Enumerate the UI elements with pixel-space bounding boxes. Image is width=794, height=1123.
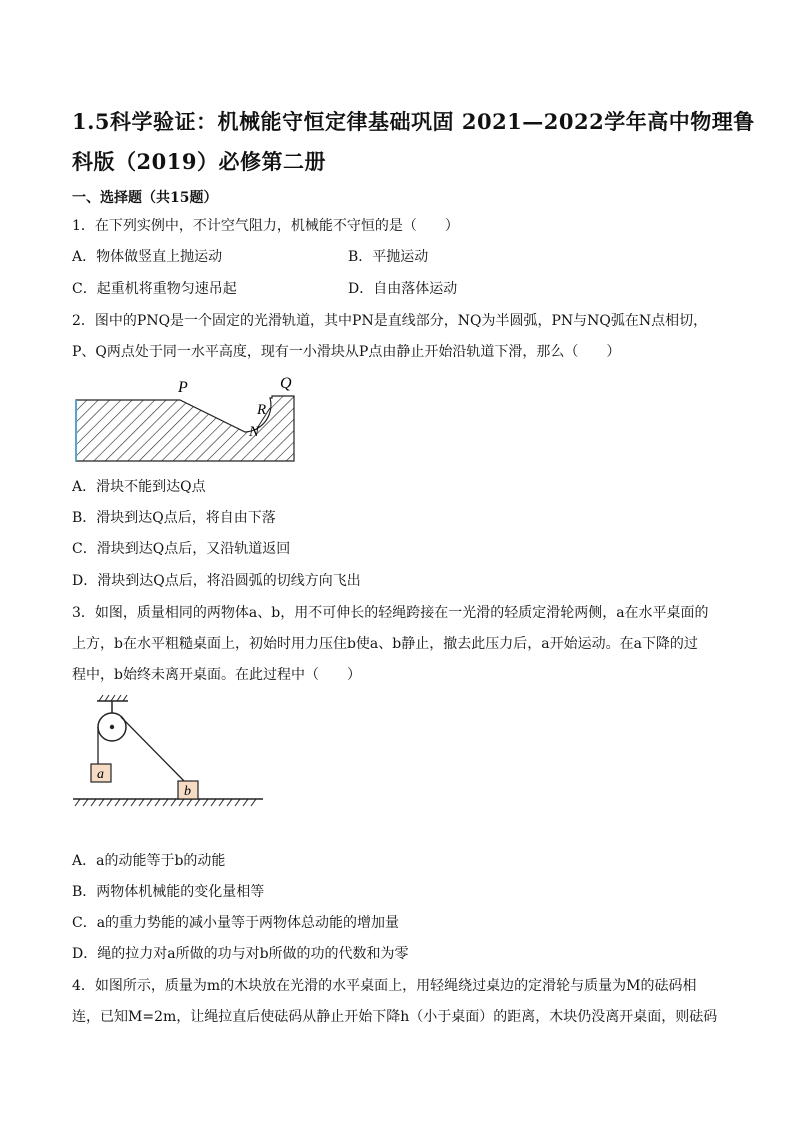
q3-ceiling-hatch <box>99 695 127 701</box>
q3-pulley-axle <box>110 725 114 729</box>
q1-option-a: A．物体做竖直上抛运动 <box>72 249 223 265</box>
q3-stem-line2: 上方，b在水平粗糙桌面上，初始时用力压住b使a、b静止，撤去此压力后，a开始运动。在a下降的过 <box>72 636 698 652</box>
q3-table-hatch <box>75 799 256 806</box>
q2-label-q: Q <box>280 375 292 392</box>
q2-label-r: R <box>257 402 267 418</box>
q2-option-b: B．滑块到达Q点后，将自由下落 <box>72 510 276 526</box>
q2-stem-line2: P、Q两点处于同一水平高度，现有一小滑块从P点由静止开始沿轨道下滑，那么（ ） <box>72 344 621 360</box>
q2-stem-line1: 2．图中的PNQ是一个固定的光滑轨道，其中PN是直线部分，NQ为半圆弧，PN与NQ弧在N点相切， <box>72 313 708 329</box>
q2-option-a: A．滑块不能到达Q点 <box>72 479 206 495</box>
q3-stem-line1: 3．如图，质量相同的两物体a、b，用不可伸长的轻绳跨接在一光滑的轻质定滑轮两侧，a在水平桌面的 <box>72 605 709 621</box>
q2-option-d: D．滑块到达Q点后，将沿圆弧的切线方向飞出 <box>72 573 361 589</box>
q3-stem-line3: 程中，b始终未离开桌面。在此过程中（ ） <box>72 667 361 683</box>
q3-option-b: B．两物体机械能的变化量相等 <box>72 884 265 900</box>
q3-option-d: D．绳的拉力对a所做的功与对b所做的功的代数和为零 <box>72 946 409 962</box>
q3-label-a: a <box>97 767 104 782</box>
q2-label-p: P <box>178 379 188 396</box>
section-heading: 一、选择题（共15题） <box>72 190 218 206</box>
q1-option-c: C．起重机将重物匀速吊起 <box>72 281 237 297</box>
q4-stem-line1: 4．如图所示，质量为m的木块放在光滑的水平桌面上，用轻绳绕过桌边的定滑轮与质量为M的砝码相 <box>72 978 697 994</box>
q2-option-c: C．滑块到达Q点后，又沿轨道返回 <box>72 541 291 557</box>
q1-option-d: D．自由落体运动 <box>348 281 458 297</box>
q1-option-b: B．平抛运动 <box>348 249 429 265</box>
doc-title-line1: 1.5科学验证：机械能守恒定律基础巩固 2021—2022学年高中物理鲁 <box>72 109 755 134</box>
q1-stem: 1．在下列实例中，不计空气阻力，机械能不守恒的是（ ） <box>72 218 459 234</box>
q3-rope-b <box>121 717 186 783</box>
q3-option-a: A．a的动能等于b的动能 <box>72 853 226 869</box>
q2-label-n: N <box>249 424 260 440</box>
q4-stem-line2: 连，已知M=2m，让绳拉直后使砝码从静止开始下降h（小于桌面）的距离，木块仍没离开桌面，则砝码 <box>72 1009 718 1025</box>
q3-option-c: C．a的重力势能的减小量等于两物体总动能的增加量 <box>72 915 400 931</box>
doc-title-line2: 科版（2019）必修第二册 <box>72 149 326 174</box>
q3-label-b: b <box>184 784 191 799</box>
